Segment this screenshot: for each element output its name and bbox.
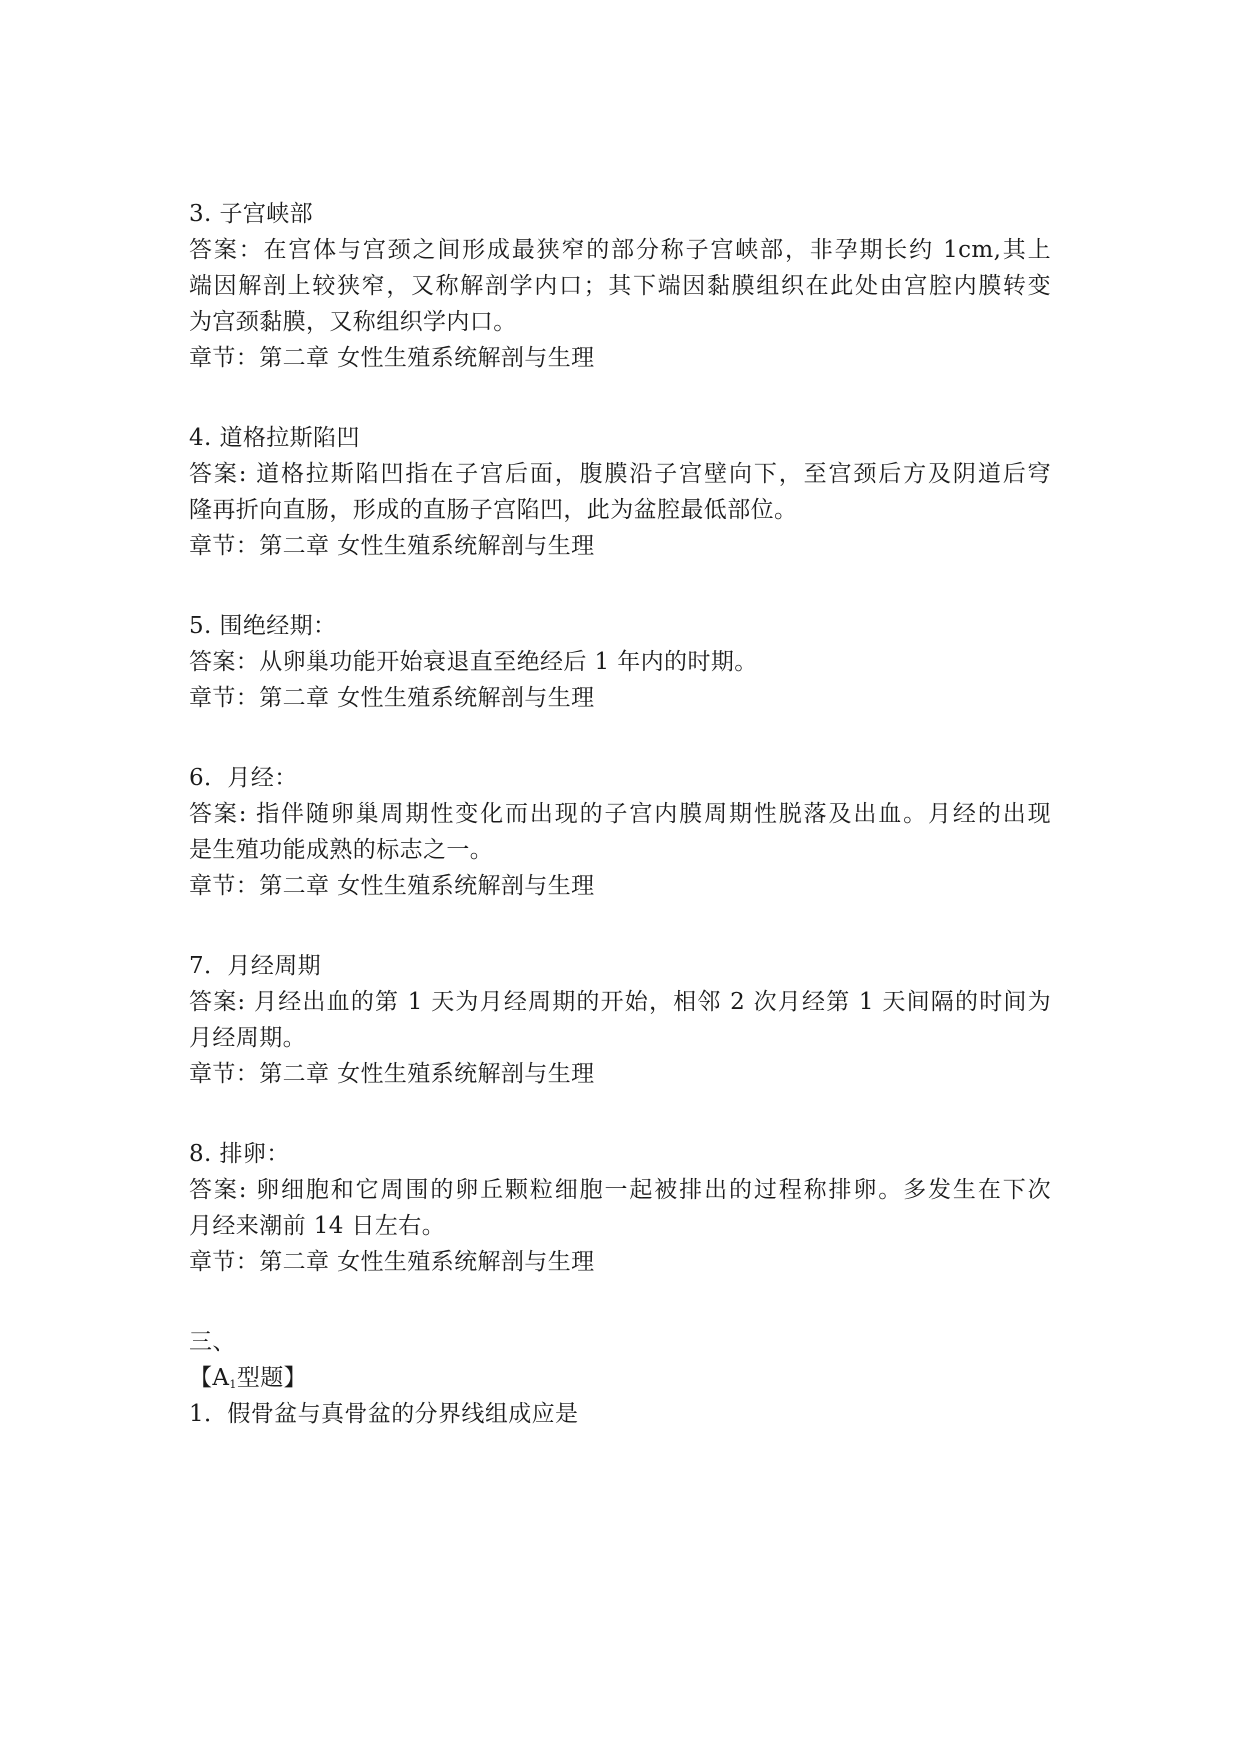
item-title: 6．月经： xyxy=(189,765,298,791)
answer-line: 隆再折向直肠，形成的直肠子宫陷凹，此为盆腔最低部位。 xyxy=(189,497,798,523)
item-title: 5. 围绝经期： xyxy=(189,613,337,639)
qa-item xyxy=(189,760,1051,904)
question-text: 1．假骨盆与真骨盆的分界线组成应是 xyxy=(189,1401,579,1427)
answer-line: 答案：从卵巢功能开始衰退直至绝经后 1 年内的时期。 xyxy=(189,649,758,675)
answer-line: 答案：在宫体与宫颈之间形成最狭窄的部分称子宫峡部，非孕期长约 1cm,其上 xyxy=(189,237,1051,263)
qa-item xyxy=(189,608,1051,716)
qa-item xyxy=(189,420,1051,564)
document-page xyxy=(189,196,1051,1432)
answer-line: 答案: 指伴随卵巢周期性变化而出现的子宫内膜周期性脱落及出血。月经的出现 xyxy=(189,801,1051,827)
chapter-label: 章节：第二章 女性生殖系统解剖与生理 xyxy=(189,345,595,371)
item-title: 4. 道格拉斯陷凹 xyxy=(189,425,360,451)
item-title: 8. 排卵： xyxy=(189,1141,290,1167)
item-title: 3. 子宫峡部 xyxy=(189,201,314,227)
item-title: 7．月经周期 xyxy=(189,953,322,979)
chapter-label: 章节：第二章 女性生殖系统解剖与生理 xyxy=(189,533,595,559)
chapter-label: 章节：第二章 女性生殖系统解剖与生理 xyxy=(189,1249,595,1275)
chapter-label: 章节：第二章 女性生殖系统解剖与生理 xyxy=(189,873,595,899)
answer-line: 答案: 道格拉斯陷凹指在子宫后面，腹膜沿子宫壁向下，至宫颈后方及阴道后穹 xyxy=(189,461,1051,487)
section-block xyxy=(189,1324,1051,1432)
answer-line: 答案: 卵细胞和它周围的卵丘颗粒细胞一起被排出的过程称排卵。多发生在下次 xyxy=(189,1177,1051,1203)
question-type-label: 【$A_1$型题】 xyxy=(189,1365,308,1391)
qa-item xyxy=(189,196,1051,376)
qa-item xyxy=(189,948,1051,1092)
answer-line: 是生殖功能成熟的标志之一。 xyxy=(189,837,494,863)
chapter-label: 章节：第二章 女性生殖系统解剖与生理 xyxy=(189,1061,595,1087)
answer-line: 端因解剖上较狭窄，又称解剖学内口；其下端因黏膜组织在此处由宫腔内膜转变 xyxy=(189,273,1051,299)
answer-line: 答案: 月经出血的第 1 天为月经周期的开始，相邻 2 次月经第 1 天间隔的时间为 xyxy=(189,989,1051,1015)
section-heading: 三、 xyxy=(189,1329,236,1355)
answer-line: 月经来潮前 14 日左右。 xyxy=(189,1213,446,1239)
chapter-label: 章节：第二章 女性生殖系统解剖与生理 xyxy=(189,685,595,711)
answer-line: 月经周期。 xyxy=(189,1025,306,1051)
qa-item xyxy=(189,1136,1051,1280)
answer-line: 为宫颈黏膜，又称组织学内口。 xyxy=(189,309,517,335)
